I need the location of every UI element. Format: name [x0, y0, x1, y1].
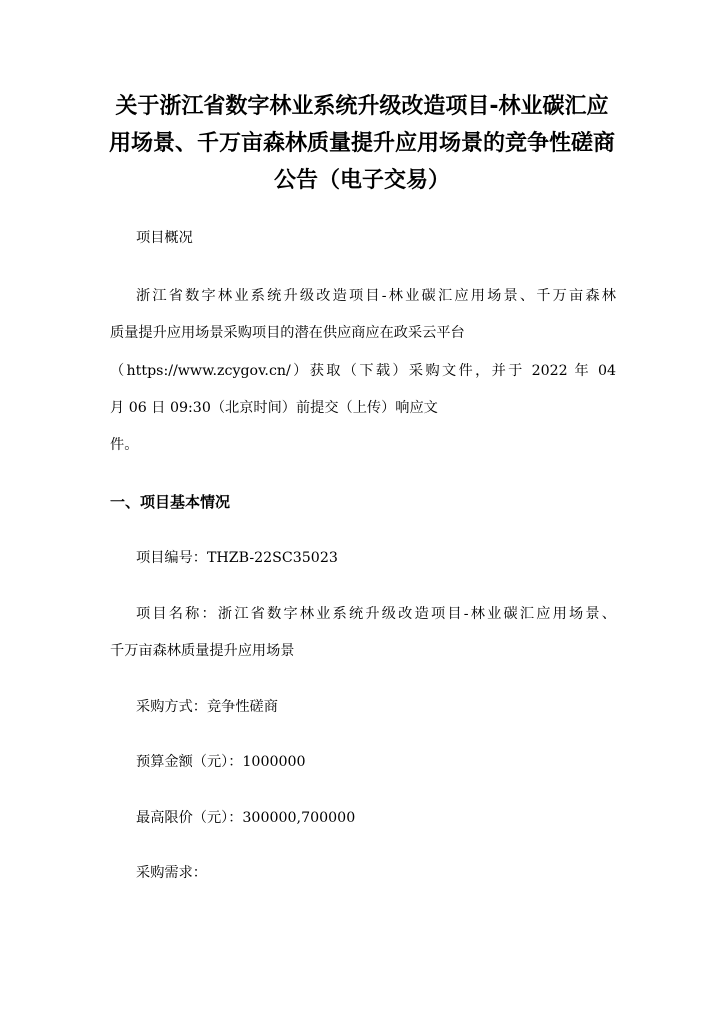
overview-line-4: 月 06 日 09:30（北京时间）前提交（上传）响应文 [110, 400, 438, 416]
title-line-2: 用场景、千万亩森林质量提升应用场景的竞争性磋商 [108, 131, 615, 156]
project-number: 项目编号：THZB-22SC35023 [136, 550, 338, 566]
budget-amount: 预算金额（元）：1000000 [136, 754, 306, 770]
procurement-requirement: 采购需求： [136, 865, 207, 881]
overview-heading: 项目概况 [136, 230, 193, 246]
project-name-line-1: 项目名称：浙江省数字林业系统升级改造项目-林业碳汇应用场景、 [136, 606, 616, 622]
max-price: 最高限价（元）：300000,700000 [136, 810, 356, 826]
overview-line-5: 件。 [110, 437, 139, 453]
document-title [108, 88, 616, 199]
section-heading-basic-info: 一、项目基本情况 [110, 493, 231, 511]
procurement-method: 采购方式：竞争性磋商 [136, 699, 278, 715]
project-name-line-2: 千万亩森林质量提升应用场景 [110, 643, 295, 659]
overview-line-3: （https://www.zcygov.cn/）获取（下载）采购文件，并于 2022 年 04 [110, 363, 616, 379]
title-line-1: 关于浙江省数字林业系统升级改造项目-林业碳汇应 [115, 94, 609, 119]
overview-line-1: 浙江省数字林业系统升级改造项目-林业碳汇应用场景、千万亩森林 [136, 288, 616, 304]
title-line-3: 公告（电子交易） [273, 168, 450, 193]
overview-line-2: 质量提升应用场景采购项目的潜在供应商应在政采云平台 [110, 325, 465, 341]
